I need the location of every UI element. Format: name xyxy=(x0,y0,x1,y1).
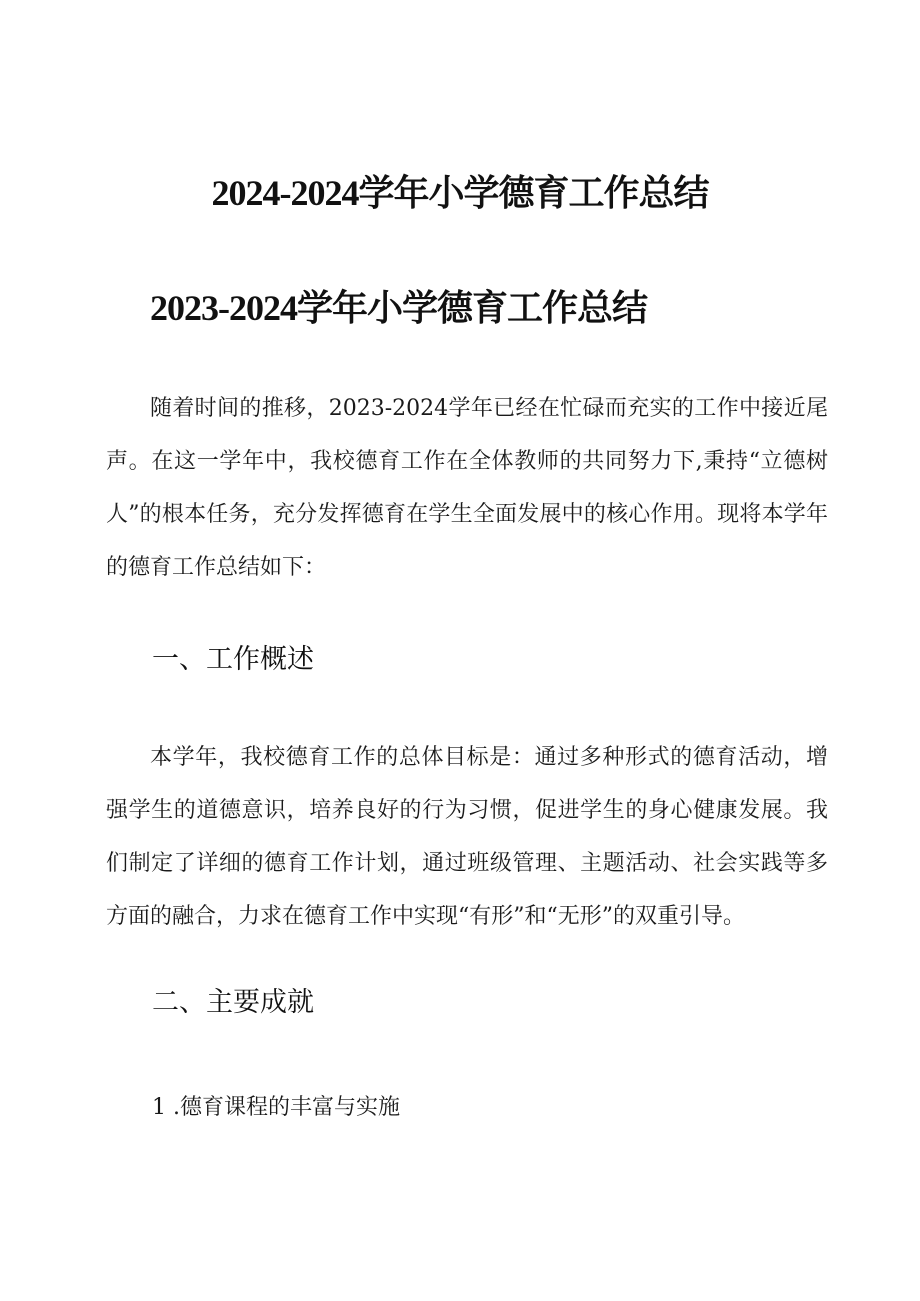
document-title: 2024-2024学年小学德育工作总结 xyxy=(211,173,709,213)
document-subtitle: 2023-2024学年小学德育工作总结 xyxy=(150,288,647,328)
section-heading-overview: 一、工作概述 xyxy=(152,644,314,675)
intro-paragraph: 随着时间的推移，2023-2024学年已经在忙碌而充实的工作中接近尾声。在这一学年中，我校德育工作在全体教师的共同努力下,秉持“立德树人”的根本任务，充分发挥德育在学生全面发展中的核心作用。现将本学年的德育工作总结如下： xyxy=(106,396,828,580)
overview-paragraph: 本学年，我校德育工作的总体目标是：通过多种形式的德育活动，增强学生的道德意识，培养良好的行为习惯，促进学生的身心健康发展。我们制定了详细的德育工作计划，通过班级管理、主题活动、社会实践等多方面的融合，力求在德育工作中实现“有形”和“无形”的双重引导。 xyxy=(106,745,828,929)
section-heading-achievements: 二、主要成就 xyxy=(152,987,314,1018)
subsection-heading-curriculum: 1 .德育课程的丰富与实施 xyxy=(152,1095,400,1120)
